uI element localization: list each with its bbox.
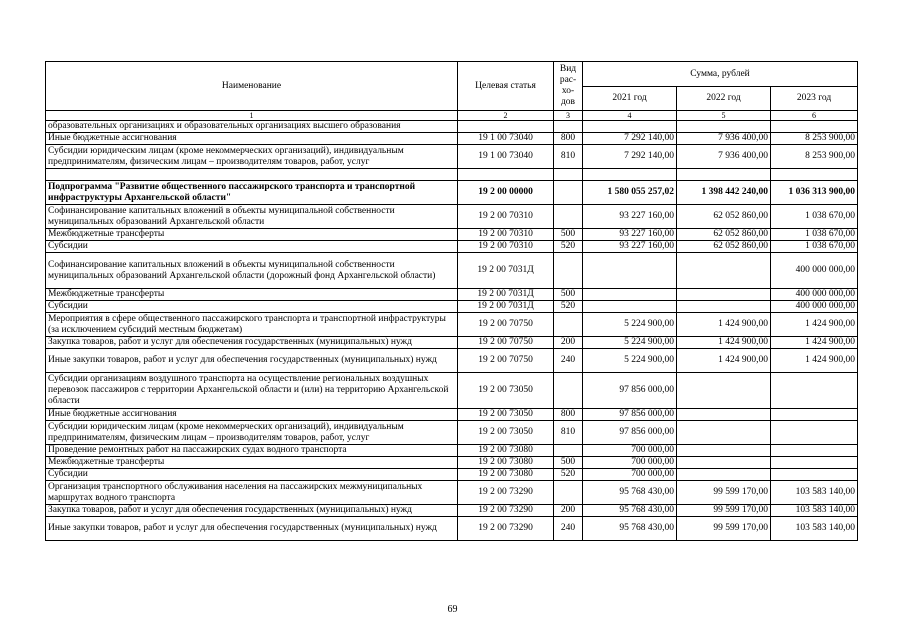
row-sum-2022: 62 052 860,00 [677,241,771,253]
row-name: Субсидии юридическим лицам (кроме некоммерческих организаций), индивидуальным предпринимателям, физическим лицам – производителям товаров, работ, услуг [46,145,458,169]
row-sum-2021: 97 856 000,00 [583,409,677,421]
table-row [46,133,858,145]
table-row [46,481,858,505]
row-name: образовательных организациях и образовательных организациях высшего образования [46,121,458,133]
row-expense-type: 500 [554,229,583,241]
row-sum-2021: 1 580 055 257,02 [583,181,677,205]
row-name: Субсидии [46,241,458,253]
row-sum-2021: 95 768 430,00 [583,517,677,541]
column-number: 3 [554,111,583,121]
row-expense-type: 500 [554,289,583,301]
row-sum-2023: 1 424 900,00 [771,313,858,337]
row-code: 19 2 00 70310 [458,229,554,241]
row-expense-type [554,121,583,133]
row-name: Иные закупки товаров, работ и услуг для обеспечения государственных (муниципальных) нужд [46,517,458,541]
row-sum-2022 [677,373,771,409]
row-expense-type: 200 [554,505,583,517]
table-row [46,229,858,241]
row-sum-2023: 1 038 670,00 [771,241,858,253]
row-sum-2022: 7 936 400,00 [677,133,771,145]
row-name: Иные бюджетные ассигнования [46,133,458,145]
row-sum-2021: 95 768 430,00 [583,505,677,517]
column-number: 6 [771,111,858,121]
row-expense-type: 520 [554,301,583,313]
row-sum-2021: 93 227 160,00 [583,229,677,241]
row-sum-2022: 1 424 900,00 [677,337,771,349]
table-row [46,205,858,229]
column-number: 4 [583,111,677,121]
row-sum-2022: 1 424 900,00 [677,313,771,337]
row-sum-2022 [677,121,771,133]
row-sum-2022: 62 052 860,00 [677,229,771,241]
row-sum-2021 [583,253,677,289]
row-sum-2021: 700 000,00 [583,445,677,457]
row-code: 19 2 00 7031Д [458,301,554,313]
row-name: Подпрограмма "Развитие общественного пассажирского транспорта и транспортной инфраструктуры Архангельской области" [46,181,458,205]
row-sum-2022 [677,457,771,469]
row-code [458,169,554,181]
header-expense-type: Вид рас-хо-дов [554,62,583,111]
row-sum-2023 [771,409,858,421]
row-sum-2023: 103 583 140,00 [771,517,858,541]
row-sum-2023: 8 253 900,00 [771,145,858,169]
row-sum-2021: 5 224 900,00 [583,349,677,373]
row-sum-2021: 97 856 000,00 [583,421,677,445]
row-code: 19 1 00 73040 [458,145,554,169]
budget-table [45,61,858,541]
row-sum-2022: 7 936 400,00 [677,145,771,169]
column-number: 1 [46,111,458,121]
row-code: 19 2 00 73050 [458,409,554,421]
table-row [46,421,858,445]
header-target-article: Целевая статья [458,62,554,111]
table-row [46,145,858,169]
table-row [46,289,858,301]
row-expense-type [554,373,583,409]
header-year-2021: 2021 год [583,87,677,111]
header-year-2023: 2023 год [771,87,858,111]
row-expense-type [554,205,583,229]
row-sum-2023: 8 253 900,00 [771,133,858,145]
row-expense-type: 240 [554,517,583,541]
row-code: 19 2 00 73080 [458,469,554,481]
row-name: Межбюджетные трансферты [46,289,458,301]
row-sum-2022 [677,169,771,181]
row-sum-2022: 1 424 900,00 [677,349,771,373]
row-name: Проведение ремонтных работ на пассажирских судах водного транспорта [46,445,458,457]
row-sum-2023 [771,445,858,457]
row-expense-type [554,481,583,505]
table-row [46,241,858,253]
row-name: Иные бюджетные ассигнования [46,409,458,421]
row-expense-type [554,253,583,289]
row-sum-2021 [583,289,677,301]
row-code: 19 2 00 73050 [458,373,554,409]
row-expense-type: 810 [554,145,583,169]
row-sum-2022: 99 599 170,00 [677,481,771,505]
row-code: 19 2 00 70750 [458,349,554,373]
row-sum-2023 [771,169,858,181]
row-sum-2021: 700 000,00 [583,469,677,481]
row-sum-2021: 5 224 900,00 [583,337,677,349]
table-row [46,253,858,289]
row-code: 19 2 00 00000 [458,181,554,205]
row-sum-2021: 700 000,00 [583,457,677,469]
table-row-subprogram [46,181,858,205]
row-expense-type [554,181,583,205]
row-sum-2022 [677,445,771,457]
row-sum-2023: 103 583 140,00 [771,505,858,517]
row-sum-2021: 97 856 000,00 [583,373,677,409]
row-sum-2023 [771,121,858,133]
row-code: 19 2 00 73050 [458,421,554,445]
row-expense-type: 500 [554,457,583,469]
row-code: 19 2 00 70310 [458,241,554,253]
header-sum: Сумма, рублей [583,62,858,87]
row-sum-2022: 99 599 170,00 [677,505,771,517]
row-sum-2021: 7 292 140,00 [583,133,677,145]
row-name: Иные закупки товаров, работ и услуг для обеспечения государственных (муниципальных) нужд [46,349,458,373]
row-code: 19 2 00 73290 [458,505,554,517]
table-row [46,349,858,373]
row-sum-2023 [771,457,858,469]
row-name: Организация транспортного обслуживания населения на пассажирских межмуниципальных маршрутах водного транспорта [46,481,458,505]
table-row [46,469,858,481]
table-row [46,121,858,133]
header-name: Наименование [46,62,458,111]
row-sum-2022 [677,409,771,421]
row-sum-2022: 62 052 860,00 [677,205,771,229]
row-sum-2021: 5 224 900,00 [583,313,677,337]
row-name: Мероприятия в сфере общественного пассажирского транспорта и транспортной инфраструктуры (за исключением субсидий местным бюджетам) [46,313,458,337]
row-sum-2022: 1 398 442 240,00 [677,181,771,205]
table-row [46,517,858,541]
row-name: Межбюджетные трансферты [46,229,458,241]
row-expense-type: 520 [554,469,583,481]
row-code [458,121,554,133]
row-sum-2023: 103 583 140,00 [771,481,858,505]
row-sum-2022 [677,469,771,481]
row-sum-2023: 1 424 900,00 [771,349,858,373]
row-sum-2023: 400 000 000,00 [771,301,858,313]
table-row [46,373,858,409]
row-sum-2021: 93 227 160,00 [583,241,677,253]
row-sum-2022 [677,289,771,301]
page-number: 69 [447,604,458,615]
row-code: 19 2 00 70310 [458,205,554,229]
row-sum-2021: 7 292 140,00 [583,145,677,169]
row-code: 19 1 00 73040 [458,133,554,145]
row-name: Субсидии [46,301,458,313]
row-expense-type: 800 [554,409,583,421]
row-sum-2023: 1 424 900,00 [771,337,858,349]
row-name: Закупка товаров, работ и услуг для обеспечения государственных (муниципальных) нужд [46,337,458,349]
table-row [46,457,858,469]
row-expense-type: 200 [554,337,583,349]
row-sum-2022 [677,253,771,289]
row-expense-type: 800 [554,133,583,145]
row-name: Субсидии юридическим лицам (кроме некоммерческих организаций), индивидуальным предпринимателям, физическим лицам – производителям товаров, работ, услуг [46,421,458,445]
row-expense-type: 240 [554,349,583,373]
row-sum-2023: 400 000 000,00 [771,289,858,301]
row-name: Субсидии организациям воздушного транспорта на осуществление региональных воздушных перевозок пассажиров с территории Архангельской области и (или) на территорию Архангельской области [46,373,458,409]
row-name: Софинансирование капитальных вложений в объекты муниципальной собственности муниципальных образований Архангельской области (дорожный фонд Архангельской области) [46,253,458,289]
table-row [46,409,858,421]
row-code: 19 2 00 73290 [458,481,554,505]
column-number: 5 [677,111,771,121]
row-sum-2023 [771,469,858,481]
row-name: Межбюджетные трансферты [46,457,458,469]
row-code: 19 2 00 73290 [458,517,554,541]
table-row [46,169,858,181]
row-expense-type [554,169,583,181]
row-sum-2021: 93 227 160,00 [583,205,677,229]
row-name [46,169,458,181]
row-code: 19 2 00 73080 [458,445,554,457]
table-row [46,337,858,349]
row-code: 19 2 00 7031Д [458,289,554,301]
row-sum-2023 [771,421,858,445]
row-sum-2021 [583,121,677,133]
row-expense-type [554,445,583,457]
row-expense-type: 810 [554,421,583,445]
row-sum-2021 [583,301,677,313]
table-row [46,301,858,313]
row-name: Софинансирование капитальных вложений в объекты муниципальной собственности муниципальных образований Архангельской области [46,205,458,229]
header-year-2022: 2022 год [677,87,771,111]
row-expense-type [554,313,583,337]
row-sum-2023: 400 000 000,00 [771,253,858,289]
row-code: 19 2 00 73080 [458,457,554,469]
row-name: Закупка товаров, работ и услуг для обеспечения государственных (муниципальных) нужд [46,505,458,517]
row-sum-2022 [677,421,771,445]
row-code: 19 2 00 7031Д [458,253,554,289]
row-sum-2023: 1 038 670,00 [771,205,858,229]
row-expense-type: 520 [554,241,583,253]
table-row [46,445,858,457]
row-sum-2023: 1 038 670,00 [771,229,858,241]
row-name: Субсидии [46,469,458,481]
row-sum-2022 [677,301,771,313]
table-row [46,505,858,517]
row-sum-2023 [771,373,858,409]
table-row [46,313,858,337]
column-number: 2 [458,111,554,121]
row-sum-2022: 99 599 170,00 [677,517,771,541]
row-sum-2021 [583,169,677,181]
row-code: 19 2 00 70750 [458,313,554,337]
row-sum-2023: 1 036 313 900,00 [771,181,858,205]
row-code: 19 2 00 70750 [458,337,554,349]
row-sum-2021: 95 768 430,00 [583,481,677,505]
